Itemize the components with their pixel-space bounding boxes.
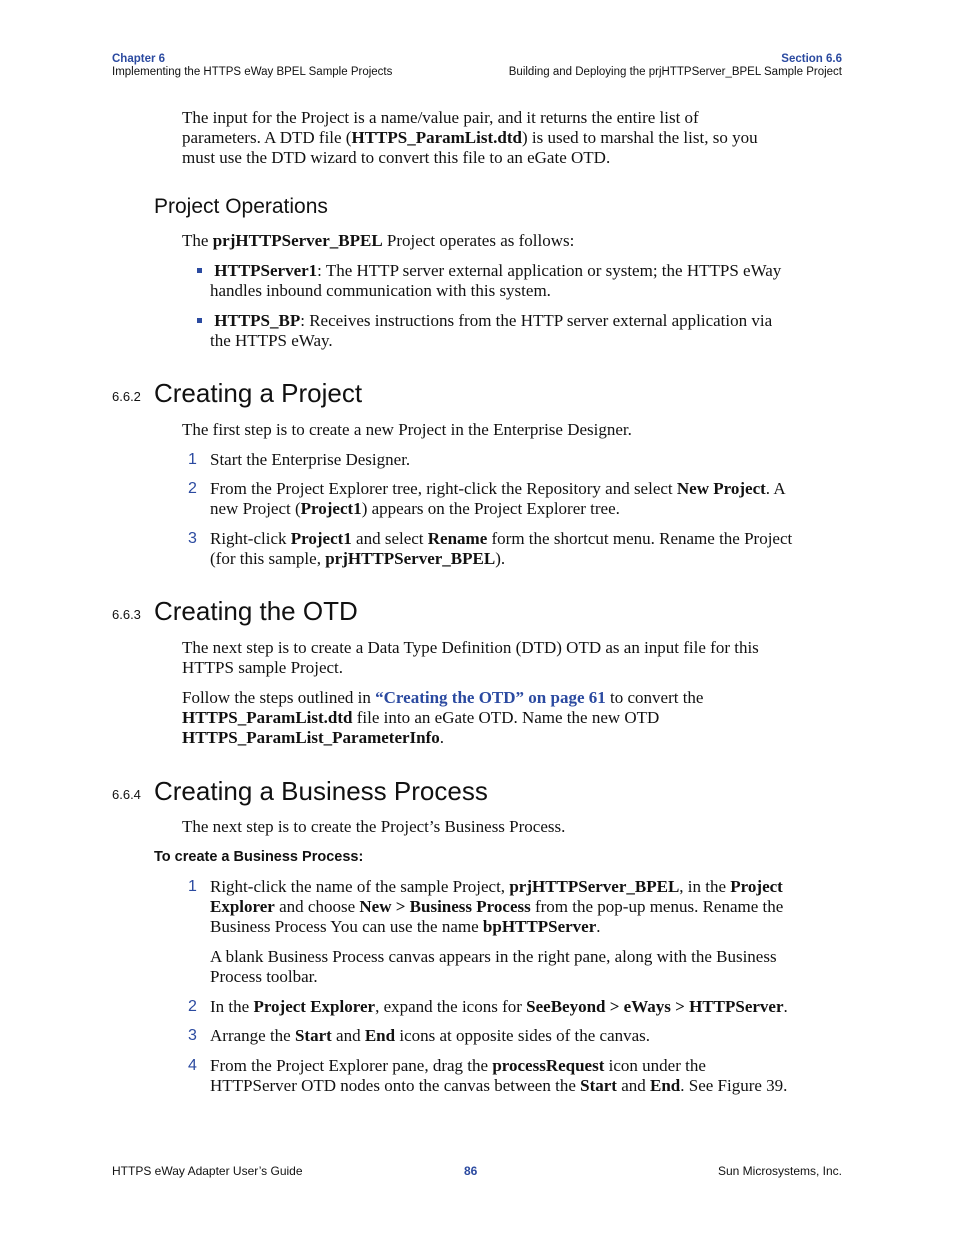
step-note: A blank Business Process canvas appears in the right pane, along with the Business Process toolbar. <box>210 947 777 986</box>
project-operations-heading: Project Operations <box>154 195 328 218</box>
step-text: Start the Enterprise Designer. <box>210 450 411 469</box>
intro-line: parameters. A DTD file (HTTPS_ParamList.dtd) is used to marshal the list, so you <box>182 128 758 147</box>
step-number: 2 <box>188 480 197 497</box>
step-number: 3 <box>188 1027 197 1044</box>
section-number: 6.6.3 <box>112 607 141 622</box>
step-text: From the Project Explorer pane, drag the processRequest icon under the HTTPServer OTD nodes onto the canvas between the Start and End. See Figure 39. <box>210 1056 788 1095</box>
step-text: Right-click Project1 and select Rename form the shortcut menu. Rename the Project (for this sample, prjHTTPServer_BPEL). <box>210 529 793 568</box>
filename-bold: HTTPS_ParamList.dtd <box>351 128 522 147</box>
step-number: 1 <box>188 451 197 468</box>
intro-paragraph <box>182 108 758 168</box>
step-text: Arrange the Start and End icons at opposite sides of the canvas. <box>210 1026 651 1045</box>
section-title: Creating a Project <box>154 378 363 408</box>
procedure-heading: To create a Business Process: <box>154 849 364 865</box>
bullet-square-icon <box>197 318 202 323</box>
step-number: 1 <box>188 878 197 895</box>
section-title: Creating a Business Process <box>154 776 488 806</box>
section-paragraph: The next step is to create a Data Type Definition (DTD) OTD as an input file for this HTTPS sample Project. <box>182 638 759 677</box>
cross-reference-link[interactable]: “Creating the OTD” on page 61 <box>375 688 606 707</box>
section-title: Creating the OTD <box>154 596 358 626</box>
section-number: 6.6.4 <box>112 787 141 802</box>
section-lead: The first step is to create a new Project in the Enterprise Designer. <box>182 420 632 439</box>
footer-company: Sun Microsystems, Inc. <box>717 1164 842 1178</box>
step-number: 2 <box>188 998 197 1015</box>
section-paragraph: Follow the steps outlined in “Creating the OTD” on page 61 to convert the HTTPS_ParamList.dtd file into an eGate OTD. Name the new OTD HTTPS_ParamList_ParameterInfo. <box>182 688 704 747</box>
bullet-square-icon <box>197 268 202 273</box>
section-lead: The next step is to create the Project’s Business Process. <box>182 817 566 836</box>
step-text: From the Project Explorer tree, right-click the Repository and select New Project. A new Project (Project1) appears on the Project Explorer tree. <box>210 479 786 518</box>
section-number: 6.6.2 <box>112 389 141 404</box>
header-section-title: Building and Deploying the prjHTTPServer_BPEL Sample Project <box>508 66 842 78</box>
header-chapter: Chapter 6 <box>112 53 166 65</box>
project-operations-lead: The prjHTTPServer_BPEL Project operates as follows: <box>182 231 575 250</box>
bullet-item: HTTPServer1: The HTTP server external application or system; the HTTPS eWay handles inbound communication with this system. <box>210 261 782 300</box>
intro-line: The input for the Project is a name/value pair, and it returns the entire list of <box>182 108 699 127</box>
intro-line: must use the DTD wizard to convert this file to an eGate OTD. <box>182 148 611 167</box>
bullet-item: HTTPS_BP: Receives instructions from the HTTP server external application via the HTTPS eWay. <box>210 311 773 350</box>
header-section: Section 6.6 <box>781 53 842 65</box>
step-number: 4 <box>188 1057 197 1074</box>
footer-guide-title: HTTPS eWay Adapter User’s Guide <box>112 1164 303 1178</box>
step-text: Right-click the name of the sample Project, prjHTTPServer_BPEL, in the Project Explorer and choose New > Business Process from the pop-up menus. Rename the Business Process You can use the name bpHTTPServer. <box>210 877 784 936</box>
step-text: In the Project Explorer, expand the icons for SeeBeyond > eWays > HTTPServer. <box>210 997 788 1016</box>
step-number: 3 <box>188 530 197 547</box>
page-number: 86 <box>464 1164 478 1178</box>
header-chapter-title: Implementing the HTTPS eWay BPEL Sample Projects <box>112 66 393 78</box>
